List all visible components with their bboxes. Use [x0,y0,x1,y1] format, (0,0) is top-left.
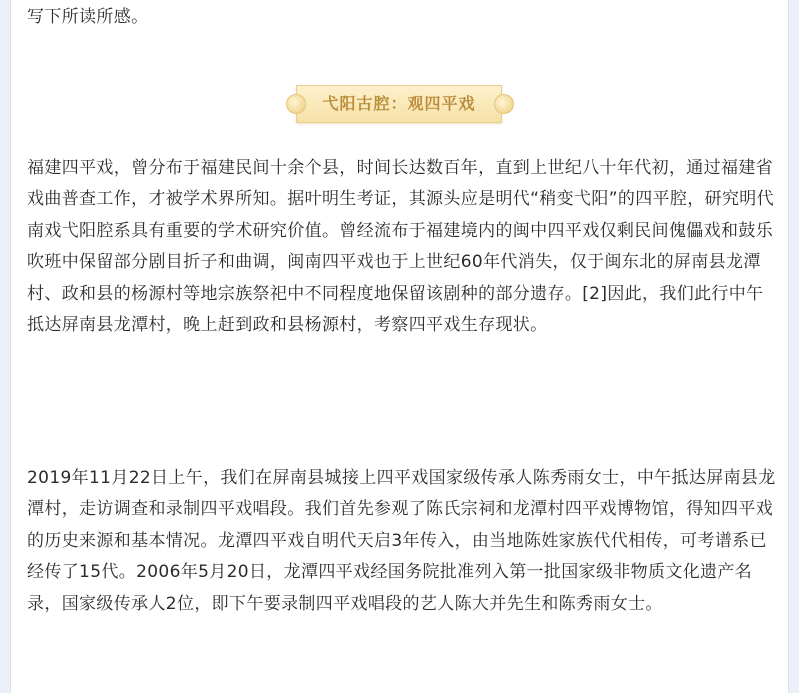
section-title: 弋阳古腔：观四平戏 [322,94,476,113]
intro-text: 写下所读所感。 [27,7,149,27]
paragraph-2: 2019年11月22日上午，我们在屏南县城接上四平戏国家级传承人陈秀雨女士，中午抵达屏南县龙潭村，走访调查和录制四平戏唱段。我们首先参观了陈氏宗祠和龙潭村四平戏博物馆，得知四平戏的历史来源和基本情况。龙潭四平戏自明代天启3年传入，由当地陈姓家族代代相传，可考谱系已经传了15代。2006年5月20日，龙潭四平戏经国务院批准列入第一批国家级非物质文化遗产名录，国家级传承人2位，即下午要录制四平戏唱段的艺人陈大并先生和陈秀雨女士。 [27,468,776,614]
paragraph-1: 福建四平戏，曾分布于福建民间十余个县，时间长达数百年，直到上世纪八十年代初，通过福建省戏曲普查工作，才被学术界所知。据叶明生考证，其源头应是明代“稍变弋阳”的四平腔，研究明代南戏弋阳腔系具有重要的学术研究价值。曾经流布于福建境内的闽中四平戏仅剩民间傀儡戏和鼓乐吹班中保留部分剧目折子和曲调，闽南四平戏也于上世纪60年代消失，仅于闽东北的屏南县龙潭村、政和县的杨源村等地宗族祭祀中不同程度地保留该剧种的部分遗存。[2]因此，我们此行中午抵达屏南县龙潭村，晚上赶到政和县杨源村，考察四平戏生存现状。 [27,158,775,336]
section-banner [284,84,516,124]
article-page [10,0,789,693]
